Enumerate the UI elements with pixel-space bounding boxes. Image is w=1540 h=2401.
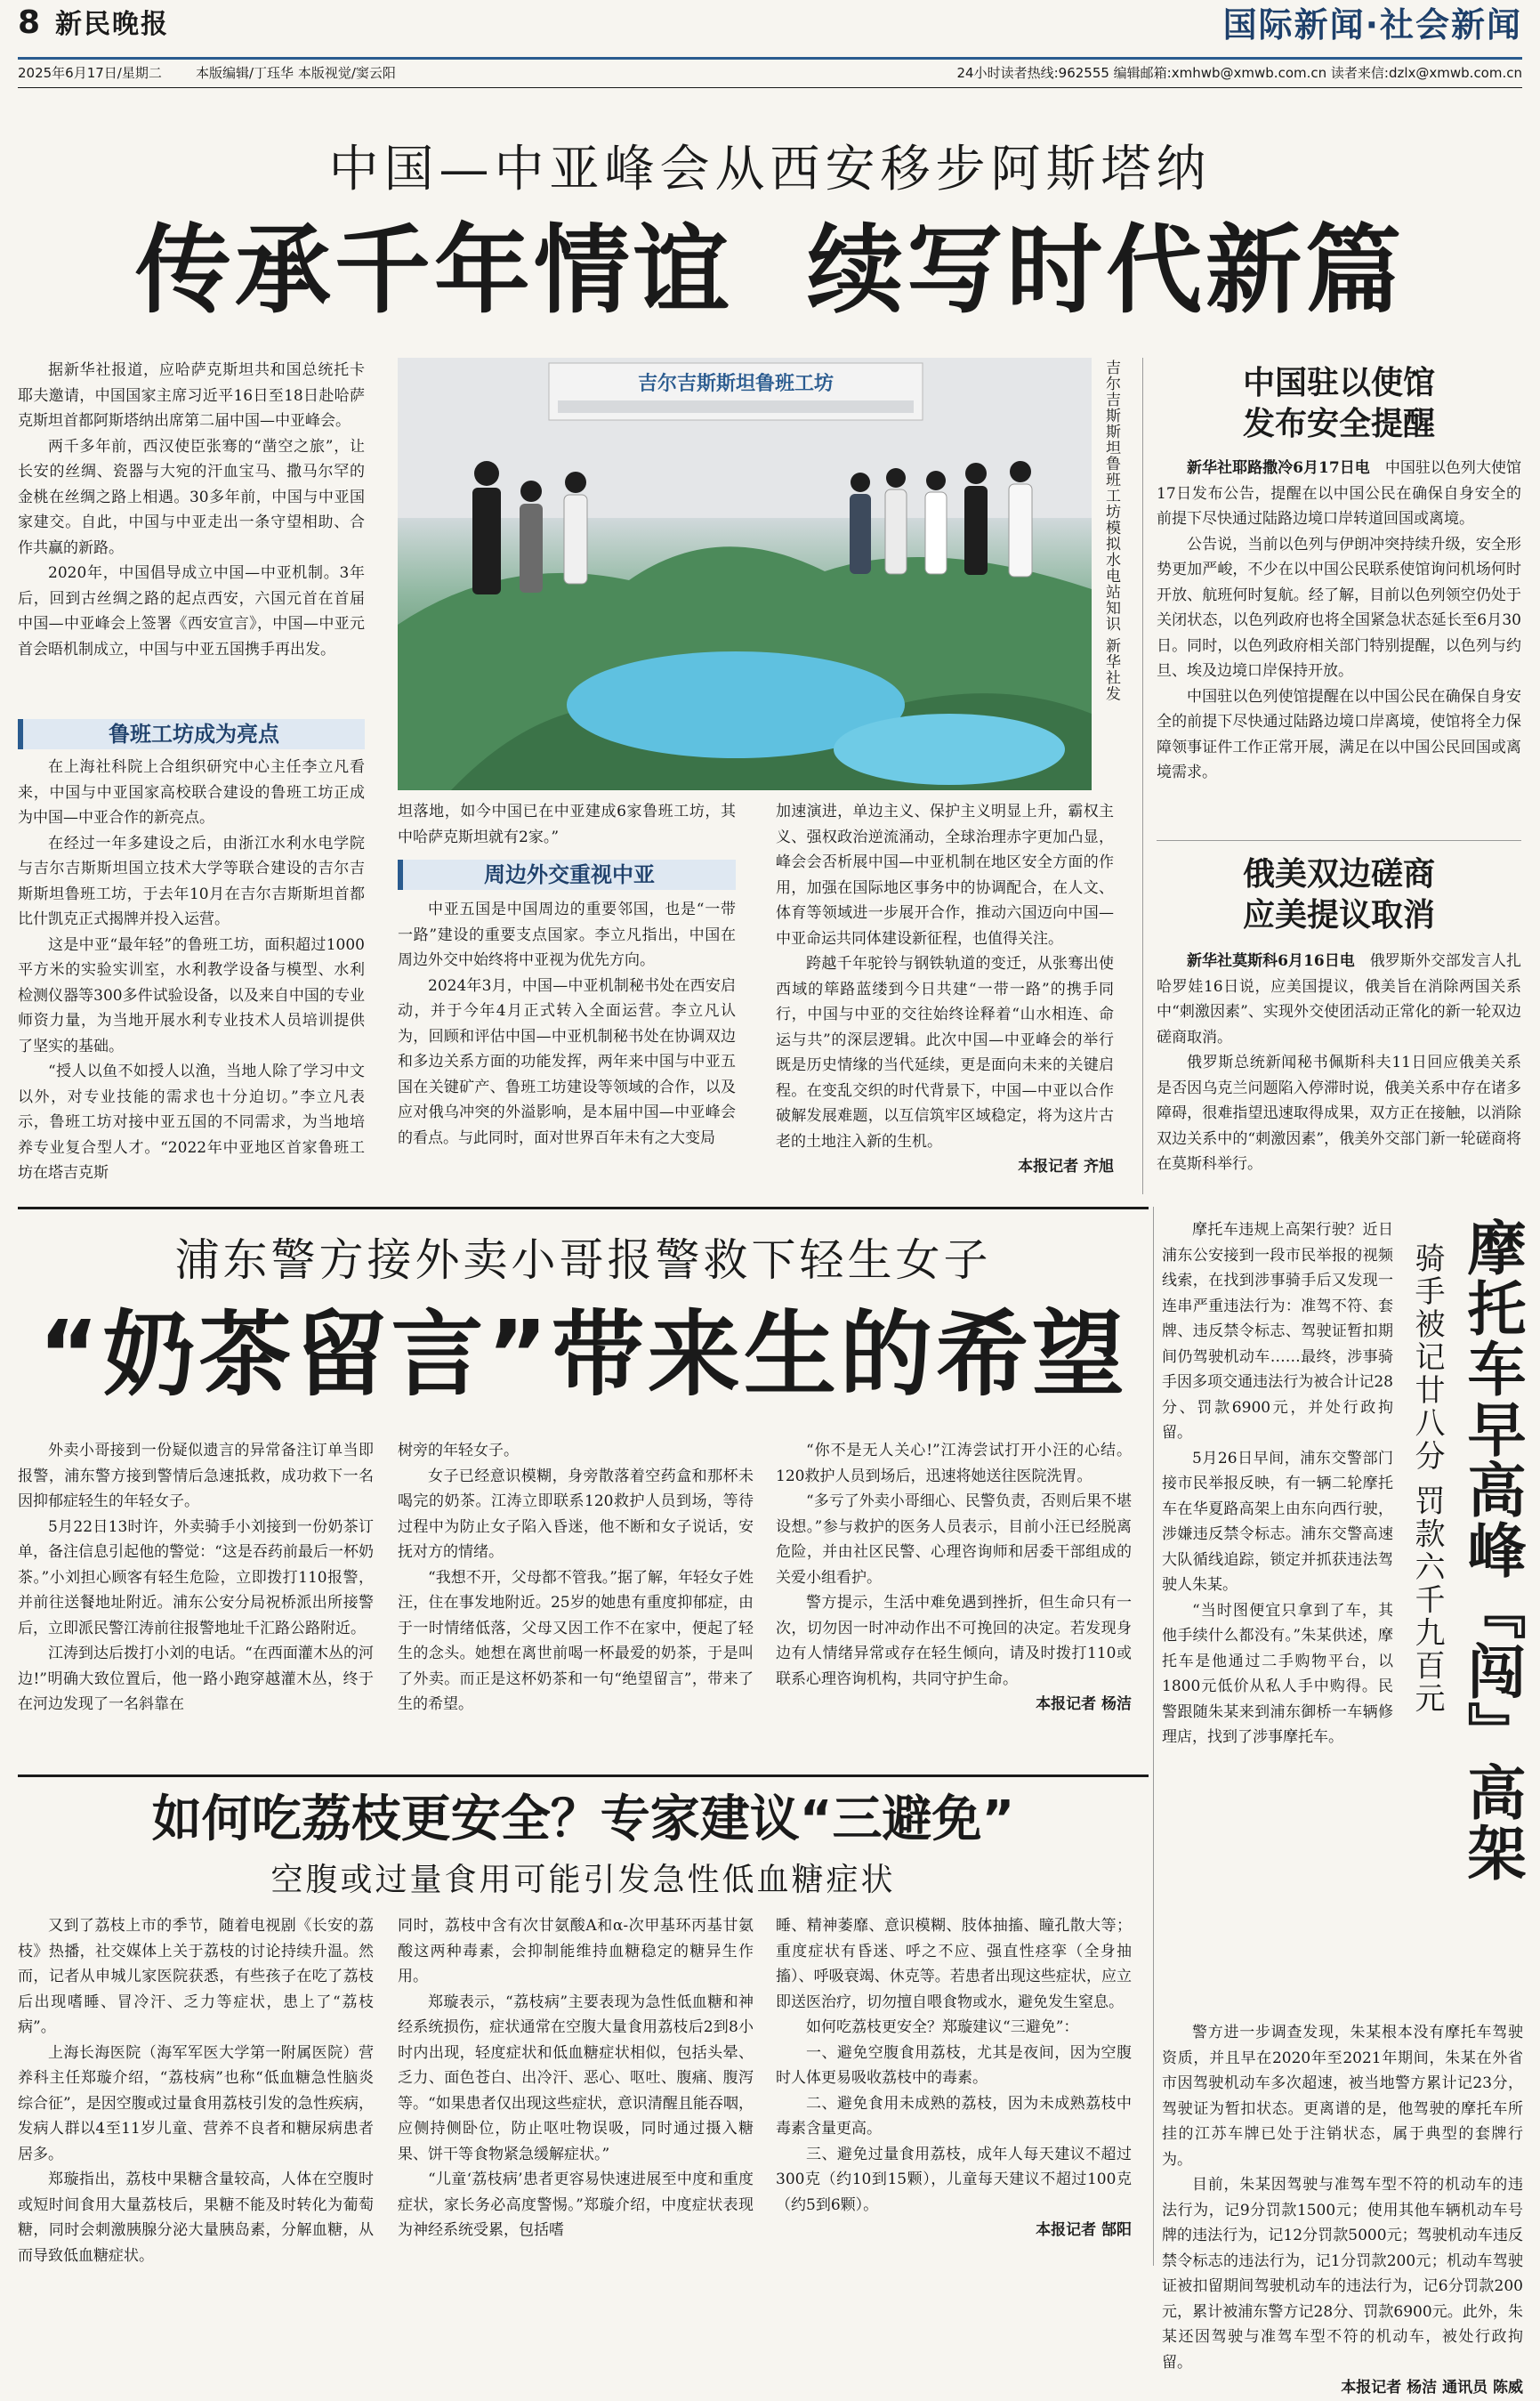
story2-paragraph: 江涛到达后拨打小刘的电话。“在西面灌木丛的河边!”明确大致位置后，他一路小跑穿越灌木丛，终于在河边发现了一名斜靠在 bbox=[18, 1645, 374, 1713]
lead-paragraph: 据新华社报道，应哈萨克斯坦共和国总统托卡耶夫邀请，中国国家主席习近平16日至18日赴哈萨克斯坦首都阿斯塔纳出席第二届中国—中亚峰会。 bbox=[18, 361, 365, 430]
story3-paragraph: 同时，荔枝中含有次甘氨酸A和α-次甲基环丙基甘氨酸这两种毒素，会抑制能维持血糖稳定的糖异生作用。 bbox=[398, 1917, 754, 1985]
lead-paragraph: 中亚五国是中国周边的重要邻国，也是“一带一路”建设的重要支点国家。李立凡指出，中国在周边外交中始终将中亚视为优先方向。 bbox=[398, 901, 736, 969]
side1-headline bbox=[1157, 363, 1521, 445]
story3-paragraph: 一、避免空腹食用荔枝，尤其是夜间，因为空腹时人体更易吸收荔枝中的毒素。 bbox=[776, 2043, 1132, 2087]
lead-paragraph: “授人以鱼不如授人以渔，当地人除了学习中文以外，对专业技能的需求也十分迫切。”李立凡表示，鲁班工坊对接中亚五国的不同需求，为当地培养专业复合型人才。“2022年中亚地区首家鲁班工坊在塔吉克斯 bbox=[18, 1063, 365, 1182]
story2-paragraph: “你不是无人关心!”江涛尝试打开小汪的心结。120救护人员到场后，迅速将她送往医院洗胃。 bbox=[776, 1442, 1132, 1485]
lead-paragraph: 2024年3月，中国—中亚机制秘书处在西安启动，并于今年4月正式转入全面运营。李立凡认为，回顾和评估中国—中亚机制秘书处在协调双边和多边关系方面的功能发挥，两年来中国与中亚五国在关键矿产、鲁班工坊建设等领域的合作，以及应对俄乌冲突的外溢影响，是本届中国—中亚峰会的看点。与此同时，面对世界百年未有之大变局 bbox=[398, 976, 736, 1147]
story2-headline: “奶茶留言”带来生的希望 bbox=[38, 1300, 1128, 1409]
story2-col1 bbox=[18, 1438, 374, 1767]
side1-dateline: 新华社耶路撒冷6月17日电 bbox=[1187, 459, 1370, 477]
lead-col1-top bbox=[18, 358, 365, 714]
side1-text: 中国驻以色列大使馆17日发布公告，提醒在以中国公民在确保自身安全的前提下尽快通过陆路边境口岸转道回国或离境。 bbox=[1157, 459, 1522, 528]
story2-paragraph: “我想不开，父母都不管我。”据了解，年轻女子姓汪，住在事发地附近。25岁的她患有重度抑郁症，由于一时情绪低落，父母又因工作不在家中，便起了轻生的念头。她想在离世前喝一杯最爱的奶茶，于是叫了外卖。而正是这杯奶茶和一句“绝望留言”，带来了生的希望。 bbox=[398, 1568, 754, 1713]
story3-paragraph: 上海长海医院（海军军医大学第一附属医院）营养科主任郑璇介绍，“荔枝病”也称“低血糖急性脑炎综合征”，是因空腹或过量食用荔枝引发的急性疾病，发病人群以4至11岁儿童、营养不良者和糖尿病患者居多。 bbox=[18, 2043, 374, 2163]
story2-byline: 本报记者 杨洁 bbox=[1036, 1695, 1132, 1713]
story3-paragraph: “儿童‘荔枝病’患者更容易快速进展至中度和重度症状，家长务必高度警惕。”郑璇介绍，中度症状表现为神经系统受累，包括嗜 bbox=[398, 2171, 754, 2239]
story3-byline: 本报记者 郜阳 bbox=[1036, 2221, 1132, 2239]
lead-paragraph: 在经过一年多建设之后，由浙江水利水电学院与吉尔吉斯斯坦国立技术大学等联合建设的吉尔吉斯斯坦鲁班工坊，于去年10月在吉尔吉斯斯坦首都比什凯克正式揭牌并投入运营。 bbox=[18, 834, 365, 928]
story4-paragraph: 目前，朱某因驾驶与准驾车型不符的机动车的违法行为，记9分罚款1500元；使用其他车辆机动车号牌的违法行为，记12分罚款5000元；驾驶机动车违反禁令标志的违法行为，记1分罚款200元；机动车驾驶证被扣留期间驾驶机动车的违法行为，记6分罚款200元，累计被浦东警方记28分、罚款6900元。此外，朱某还因驾驶与准驾车型不符的机动车，被处行政拘留。 bbox=[1162, 2176, 1523, 2372]
story2-paragraph: 警方提示，生活中难免遇到挫折，但生命只有一次，切勿因一时冲动作出不可挽回的决定。若发现身边有人情绪异常或存在轻生倾向，请及时拨打110或联系心理咨询机构，共同守护生命。 bbox=[776, 1594, 1132, 1688]
story4-paragraph: “当时图便宜只拿到了车，其他手续什么都没有。”朱某供述，摩托车是他通过二手购物平台，以1800元低价从私人手中购得。民警跟随朱某来到浦东御桥一车辆修理店，找到了涉事摩托车。 bbox=[1162, 1601, 1393, 1746]
story3-paragraph: 郑璇指出，荔枝中果糖含量较高，人体在空腹时或短时间食用大量荔枝后，果糖不能及时转化为葡萄糖，同时会刺激胰腺分泌大量胰岛素，分解血糖，从而导致低血糖症状。 bbox=[18, 2171, 374, 2265]
story4-headline: 摩托车早高峰『闯』高架 bbox=[1457, 1217, 1526, 1883]
story3-subtitle: 空腹或过量食用可能引发急性低血糖症状 bbox=[270, 1862, 896, 1898]
masthead-rule bbox=[18, 57, 1522, 60]
story3-paragraph: 二、避免食用未成熟的荔枝，因为未成熟荔枝中毒素含量更高。 bbox=[776, 2094, 1132, 2138]
story2-col3 bbox=[776, 1438, 1132, 1767]
column-divider bbox=[1153, 1207, 1154, 2266]
story2-paragraph: 女子已经意识模糊，身旁散落着空药盒和那杯未喝完的奶茶。江涛立即联系120救护人员到场，等待过程中为防止女子陷入昏迷，他不断和女子说话，安抚对方的情绪。 bbox=[398, 1467, 754, 1561]
story4-col-bottom bbox=[1162, 2020, 1523, 2397]
editors-line: 本版编辑/丁珏华 本版视觉/窦云阳 bbox=[196, 65, 396, 81]
story4-paragraph: 警方进一步调查发现，朱某根本没有摩托车驾驶资质，并且早在2020年至2021年期间，朱某在外省市因驾驶机动车多次超速，被当地警方累计记23分，驾驶证为暂扣状态。更离谱的是，他驾驶的摩托车所挂的江苏车牌已处于注销状态，属于典型的套牌行为。 bbox=[1162, 2024, 1523, 2169]
side2-headline bbox=[1157, 854, 1521, 936]
lead-paragraph: 2020年，中国倡导成立中国—中亚机制。3年后，回到古丝绸之路的起点西安，六国元首在首届中国—中亚峰会上签署《西安宣言》，中国—中亚元首会晤机制成立，中国与中亚五国携手再出发。 bbox=[18, 564, 365, 659]
side2-body bbox=[1157, 949, 1521, 1194]
side2-text: 俄罗斯外交部发言人扎哈罗娃16日说，应美国提议，俄美旨在消除两国关系中“刺激因素”、实现外交使团活动正常化的新一轮双边磋商取消。 bbox=[1157, 952, 1521, 1047]
date-line: 2025年6月17日/星期二 bbox=[18, 65, 162, 81]
column-divider bbox=[1142, 358, 1143, 1194]
photo-illustration bbox=[398, 358, 1092, 790]
side1-paragraph: 中国驻以色列使馆提醒在以中国公民在确保自身安全的前提下尽快通过陆路边境口岸离境，使馆将全力保障领事证件工作正常开展，满足在以中国公民回国或离境需求。 bbox=[1157, 687, 1521, 781]
story4-col-top bbox=[1162, 1217, 1393, 2017]
story3-col2 bbox=[398, 1913, 754, 2269]
side2-paragraph bbox=[1157, 949, 1521, 1050]
lead-subhead-1: 鲁班工坊成为亮点 bbox=[18, 719, 365, 749]
side2-dateline: 新华社莫斯科6月16日电 bbox=[1187, 952, 1355, 970]
lead-photo bbox=[398, 358, 1092, 790]
side2-headline-line: 俄美双边磋商 bbox=[1242, 856, 1435, 893]
lead-subhead-2: 周边外交重视中亚 bbox=[398, 860, 736, 890]
story2-col2 bbox=[398, 1438, 754, 1767]
story3-col1 bbox=[18, 1913, 374, 2269]
story2-paragraph: 外卖小哥接到一份疑似遗言的异常备注订单当即报警，浦东警方接到警情后急速抵救，成功救下一名因抑郁症轻生的年轻女子。 bbox=[18, 1442, 374, 1510]
lead-col1-bottom bbox=[18, 755, 365, 1192]
story3-paragraph: 又到了荔枝上市的季节，随着电视剧《长安的荔枝》热播，社交媒体上关于荔枝的讨论持续升温。然而，记者从申城儿家医院获悉，有些孩子在吃了荔枝后出现嗜睡、冒冷汗、乏力等症状，患上了“荔枝病”。 bbox=[18, 1917, 374, 2036]
section-divider bbox=[18, 1774, 1149, 1777]
lead-paragraph: 两千多年前，西汉使臣张骞的“凿空之旅”，让长安的丝绸、瓷器与大宛的汗血宝马、撒马尔罕的金桃在丝绸之路上相遇。30多年前，中国与中亚国家建交。自此，中国与中亚走出一条守望相助、合作共赢的新路。 bbox=[18, 437, 365, 557]
story3-paragraph: 如何吃荔枝更安全？郑璇建议“三避免”： bbox=[806, 2018, 1079, 2036]
story3-col3 bbox=[776, 1913, 1132, 2269]
story2-paragraph: 5月22日13时许，外卖骑手小刘接到一份奶茶订单，备注信息引起他的警觉：“这是吞药前最后一杯奶茶。”小刘担心顾客有轻生危险，立即拨打110报警，并前往送餐地址附近。浦东公安分局祝桥派出所接警后，立即派民警江涛前往报警地址千汇路公路附近。 bbox=[18, 1517, 374, 1637]
side2-headline-line: 应美提议取消 bbox=[1242, 897, 1435, 934]
side1-paragraph bbox=[1157, 456, 1521, 532]
side1-paragraph: 公告说，当前以色列与伊朗冲突持续升级，安全形势更加严峻，不少在以中国公民联系使馆询问机场何时开放、航班何时复航。经了解，目前以色列领空仍处于关闭状态，以色列政府也将全国紧急状态延长至6月30日。同时，以色列政府相关部门特别提醒，以色列与约旦、埃及边境口岸保持开放。 bbox=[1157, 535, 1521, 680]
lead-paragraph: 加速演进，单边主义、保护主义明显上升，霸权主义、强权政治逆流涌动，全球治理赤字更加凸显，峰会会否析展中国—中亚机制在地区安全方面的作用，加强在国际地区事务中的协调配合，在人文、体育等领域进一步展开合作，推动六国迈向中国—中亚命运共同体建设新征程，也值得关注。 bbox=[776, 803, 1114, 948]
side1-body bbox=[1157, 456, 1521, 833]
story4-byline: 本报记者 杨洁 通讯员 陈威 bbox=[1341, 2379, 1523, 2397]
story2-kicker: 浦东警方接外卖小哥报警救下轻生女子 bbox=[174, 1234, 992, 1286]
side2-paragraph: 俄罗斯总统新闻秘书佩斯科夫11日回应俄美关系是否因乌克兰问题陷入停滞时说，俄美关系中存在诸多障碍，很难指望迅速取得成果，双方正在接触，以消除双边关系中的“刺激因素”，俄美外交部门新一轮磋商将在莫斯科举行。 bbox=[1157, 1054, 1521, 1173]
masthead-subrule bbox=[18, 87, 1522, 88]
lead-col3 bbox=[776, 799, 1114, 1194]
story3-paragraph: 睡、精神萎靡、意识模糊、肢体抽搐、瞳孔散大等；重度症状有昏迷、呼之不应、强直性痉挛（全身抽搐）、呼吸衰竭、休克等。若患者出现这些症状，应立即送医治疗，切勿擅自喂食物或水，避免发生窒息。 bbox=[776, 1917, 1132, 2011]
lead-paragraph: 在上海社科院上合组织研究中心主任李立凡看来，中国与中亚国家高校联合建设的鲁班工坊正成为中国—中亚合作的新亮点。 bbox=[18, 758, 365, 827]
lead-col2-top bbox=[398, 799, 736, 858]
lead-headline: 传承千年情谊 续写时代新篇 bbox=[134, 215, 1406, 327]
story3-paragraph: 郑璇表示，“荔枝病”主要表现为急性低血糖和神经系统损伤，症状通常在空腹大量食用荔枝后2到8小时内出现，轻度症状和低血糖症状相似，包括头晕、乏力、面色苍白、出冷汗、恶心、呕吐、腹痛、腹泻等。“如果患者仅出现这些症状，意识清醒且能吞咽，应侧持侧卧位，防止呕吐物误吸，同时通过摄入糖果、饼干等食物紧急缓解症状。” bbox=[398, 1993, 754, 2163]
photo-banner: 吉尔吉斯斯坦鲁班工坊 bbox=[637, 373, 835, 395]
page-number: 8 bbox=[18, 4, 41, 41]
section-divider bbox=[18, 1207, 1149, 1209]
story3-headline: 如何吃荔枝更安全？专家建议“三避免” bbox=[151, 1791, 1015, 1848]
story3-paragraph: 三、避免过量食用荔枝，成年人每天建议不超过300克（约10到15颗），儿童每天建议不超过100克（约5到6颗）。 bbox=[776, 2145, 1132, 2214]
lead-byline: 本报记者 齐旭 bbox=[1018, 1158, 1114, 1176]
lead-kicker: 中国—中亚峰会从西安移步阿斯塔纳 bbox=[328, 141, 1212, 198]
lead-paragraph: 跨越千年驼铃与钢铁轨道的变迁，从张骞出使西域的筚路蓝缕到今日共建“一带一路”的携手同行，中国与中亚的交往始终诠释着“山水相连、命运与共”的深层逻辑。此次中国—中亚峰会的举行既是历史情缘的当代延续，更是面向未来的关键启程。在变乱交织的时代背景下，中国—中亚以合作破解发展难题，以互信筑牢区域稳定，将为这片古老的土地注入新的生机。 bbox=[776, 955, 1114, 1151]
side1-headline-line: 中国驻以使馆 bbox=[1242, 365, 1435, 401]
side-divider bbox=[1157, 840, 1521, 841]
story4-paragraph: 摩托车违规上高架行驶？近日浦东公安接到一段市民举报的视频线索，在找到涉事骑手后又发现一连串严重违法行为：准驾不符、套牌、违反禁令标志、驾驶证暂扣期间仍驾驶机动车……最终，涉事骑手因多项交通违法行为被合计记28分、罚款6900元，并处行政拘留。 bbox=[1162, 1221, 1393, 1442]
lead-col2-bottom bbox=[398, 897, 736, 1192]
story4-paragraph: 5月26日早间，浦东交警部门接市民举报反映，有一辆二轮摩托车在华夏路高架上由东向西行驶，涉嫌违反禁令标志。浦东交警高速大队循线追踪，锁定并抓获违法驾驶人朱某。 bbox=[1162, 1449, 1393, 1594]
side1-headline-line: 发布安全提醒 bbox=[1242, 406, 1435, 442]
lead-photo-caption: 吉尔吉斯斯坦鲁班工坊模拟水电站知识 新华社发 bbox=[1102, 360, 1120, 702]
paper-name: 新民晚报 bbox=[55, 9, 169, 40]
lead-paragraph: 这是中亚“最年轻”的鲁班工坊，面积超过1000平方米的实验实训室，水利教学设备与模型、水利检测仪器等300多件试验设备，以及来自中国的专业师资力量，为当地开展水利专业技术人员培训提供了坚实的基础。 bbox=[18, 935, 365, 1055]
lead-paragraph: 坦落地，如今中国已在中亚建成6家鲁班工坊，其中哈萨克斯坦就有2家。” bbox=[398, 803, 736, 846]
story4-subtitle: 骑手被记廿八分 罚款六千九百元 bbox=[1409, 1242, 1445, 1716]
story2-paragraph: “多亏了外卖小哥细心、民警负责，否则后果不堪设想。”参与救护的医务人员表示，目前小汪已经脱离危险，并由社区民警、心理咨询师和居委干部组成的关爱小组看护。 bbox=[776, 1492, 1132, 1587]
story2-paragraph: 树旁的年轻女子。 bbox=[398, 1442, 519, 1459]
section-title: 国际新闻·社会新闻 bbox=[1222, 5, 1522, 44]
contact-line: 24小时读者热线:962555 编辑邮箱:xmhwb@xmwb.com.cn 读者来信:dzlx@xmwb.com.cn bbox=[956, 65, 1522, 81]
